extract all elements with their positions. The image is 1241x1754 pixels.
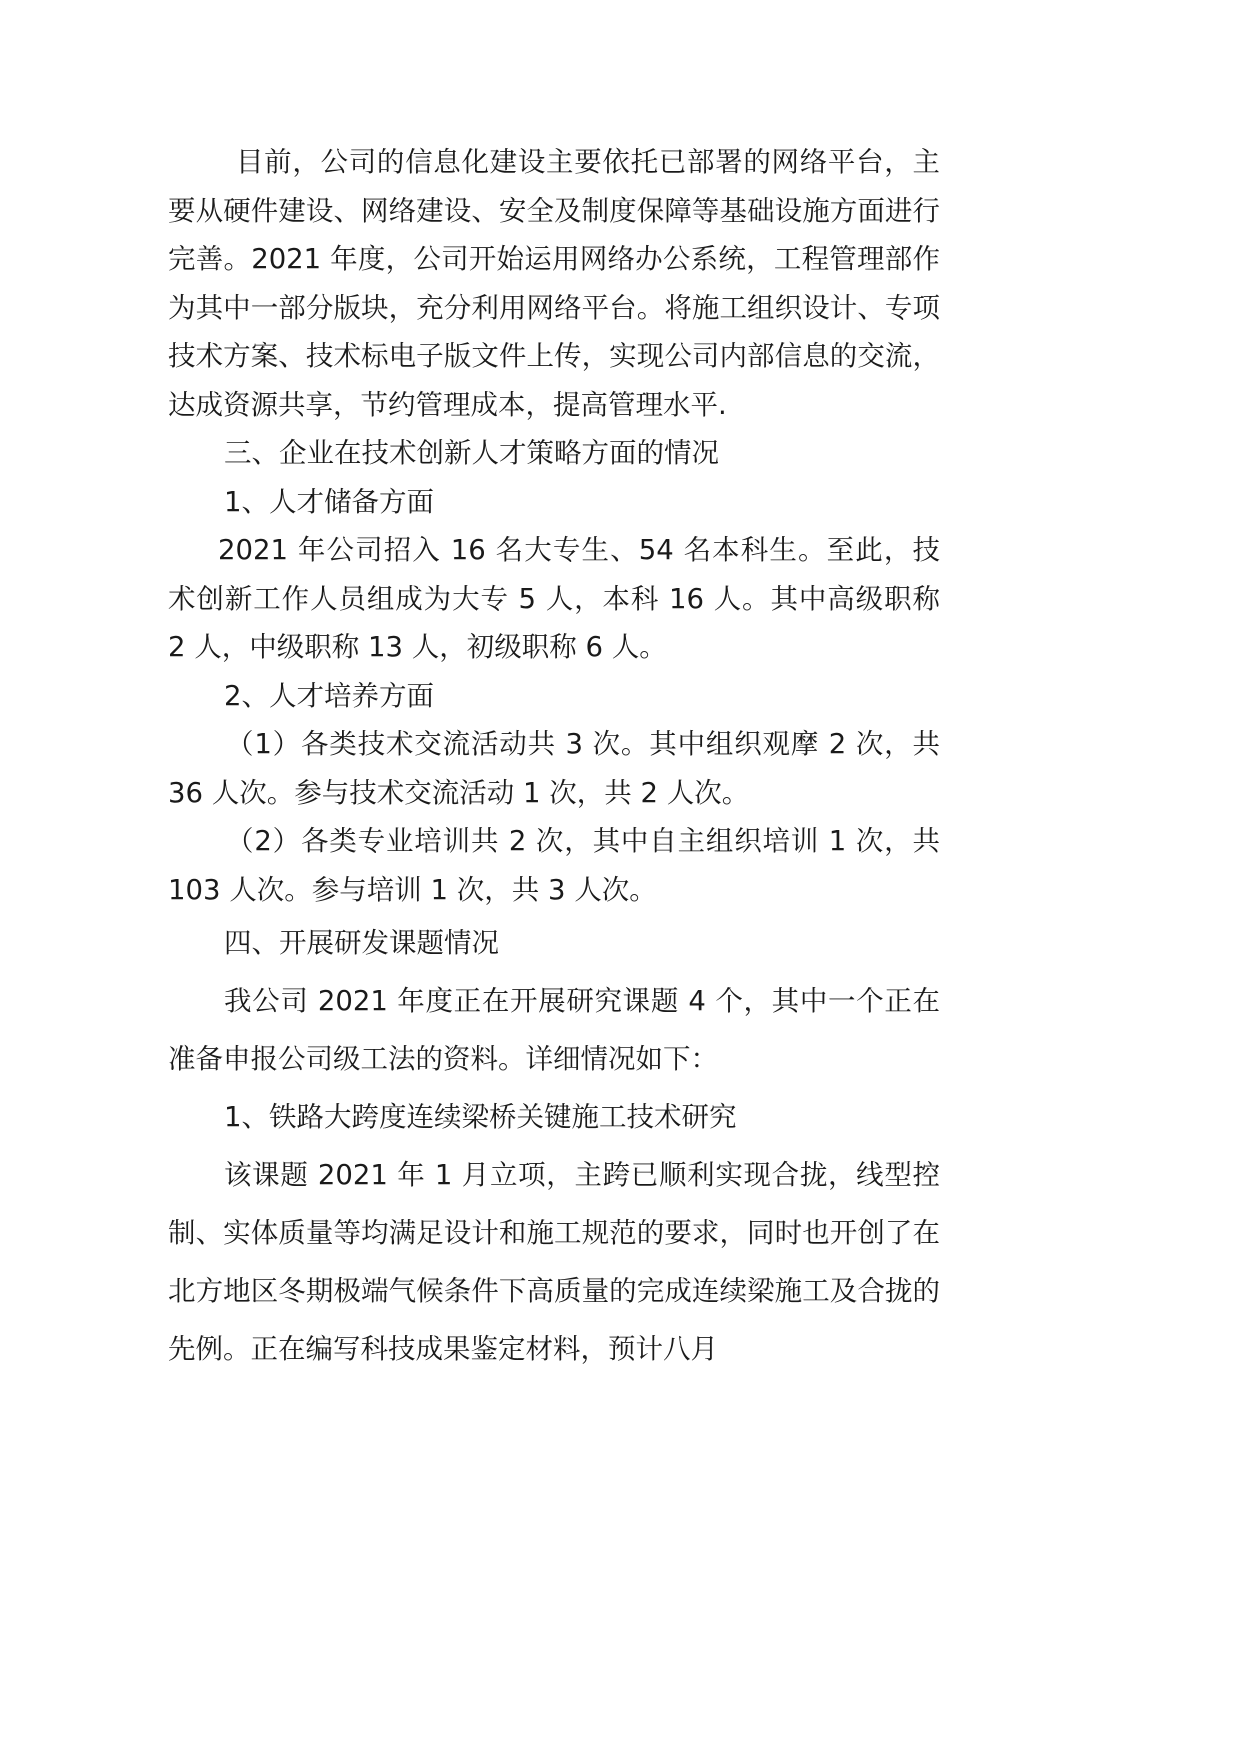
document-body xyxy=(168,138,940,1378)
heading-section-4: 四、开展研发课题情况 xyxy=(224,927,499,959)
paragraph-informatization: 目前，公司的信息化建设主要依托已部署的网络平台，主要从硬件建设、网络建设、安全及制度保障等基础设施方面进行完善。2021 年度，公司开始运用网络办公系统，工程管理部作为其中一部分版块，充分利用网络平台。将施工组织设计、专项技术方案、技术标电子版文件上传，实现公司内部信息的交流，达成资源共享，节约管理成本，提高管理水平. xyxy=(168,146,940,421)
paragraph-research-topics: 我公司 2021 年度正在开展研究课题 4 个，其中一个正在准备申报公司级工法的资料。详细情况如下： xyxy=(168,985,940,1075)
subheading-talent-training: 2、人才培养方面 xyxy=(224,679,434,712)
paragraph-railway-bridge: 该课题 2021 年 1 月立项，主跨已顺利实现合拢，线型控制、实体质量等均满足设计和施工规范的要求，同时也开创了在北方地区冬期极端气候条件下高质量的完成连续梁施工及合拢的先例。正在编写科技成果鉴定材料，预计八月 xyxy=(168,1159,940,1365)
subheading-talent-reserve: 1、人才储备方面 xyxy=(224,485,434,518)
paragraph-training-professional: （2）各类专业培训共 2 次，其中自主组织培训 1 次，共 103 人次。参与培训 1 次，共 3 人次。 xyxy=(168,825,940,906)
paragraph-talent-reserve: 2021 年公司招入 16 名大专生、54 名本科生。至此，技术创新工作人员组成为大专 5 人，本科 16 人。其中高级职称 2 人，中级职称 13 人，初级职称 6 人。 xyxy=(168,534,940,663)
subheading-railway-bridge: 1、铁路大跨度连续梁桥关键施工技术研究 xyxy=(224,1101,737,1133)
paragraph-training-exchange: （1）各类技术交流活动共 3 次。其中组织观摩 2 次，共 36 人次。参与技术交流活动 1 次，共 2 人次。 xyxy=(168,728,940,809)
heading-section-3: 三、企业在技术创新人才策略方面的情况 xyxy=(224,437,719,469)
